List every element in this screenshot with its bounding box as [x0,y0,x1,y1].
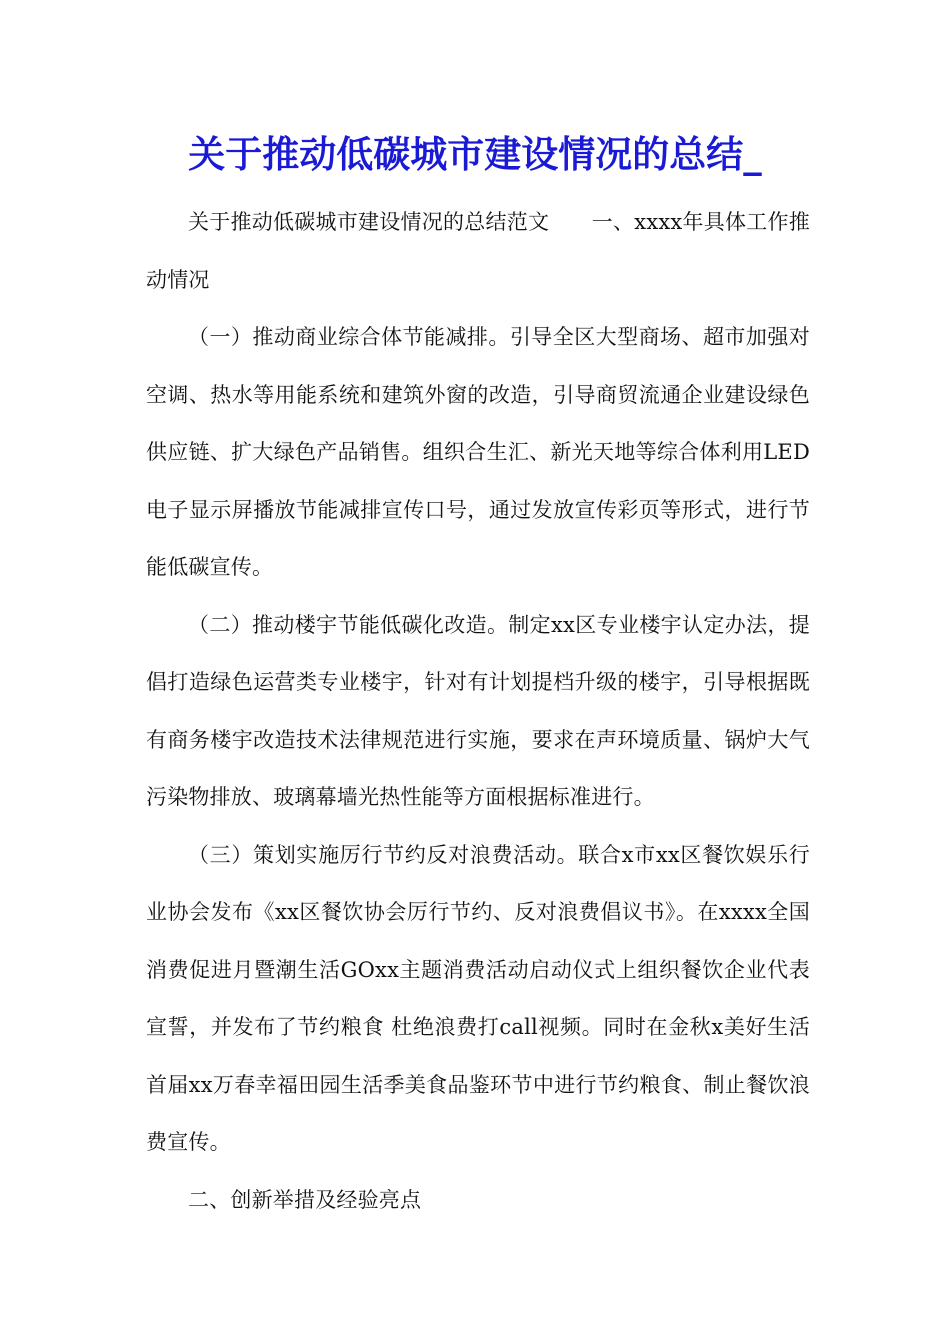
document-body [146,194,810,1229]
paragraph-intro: 关于推动低碳城市建设情况的总结范文 一、xxxx年具体工作推动情况 [146,210,810,292]
paragraph-section-2: （二）推动楼宇节能低碳化改造。制定xx区专业楼宇认定办法，提倡打造绿色运营类专业楼宇，针对有计划提档升级的楼宇，引导根据既有商务楼宇改造技术法律规范进行实施，要求在声环境质量、锅炉大气污染物排放、玻璃幕墙光热性能等方面根据标准进行。 [146,612,810,809]
document-title: 关于推动低碳城市建设情况的总结_ [188,132,762,176]
heading-innovation: 二、创新举措及经验亮点 [188,1187,422,1212]
paragraph-section-3: （三）策划实施厉行节约反对浪费活动。联合x市xx区餐饮娱乐行业协会发布《xx区餐饮协会厉行节约、反对浪费倡议书》。在xxxx全国消费促进月暨潮生活GOxx主题消费活动启动仪式上组织餐饮企业代表宣誓，并发布了节约粮食 杜绝浪费打call视频。同时在金秋x美好生活首届xx万春幸福田园生活季美食品鉴环节中进行节约粮食、制止餐饮浪费宣传。 [146,842,810,1154]
paragraph-section-1: （一）推动商业综合体节能减排。引导全区大型商场、超市加强对空调、热水等用能系统和建筑外窗的改造，引导商贸流通企业建设绿色供应链、扩大绿色产品销售。组织合生汇、新光天地等综合体利用LED电子显示屏播放节能减排宣传口号，通过发放宣传彩页等形式，进行节能低碳宣传。 [146,325,810,579]
